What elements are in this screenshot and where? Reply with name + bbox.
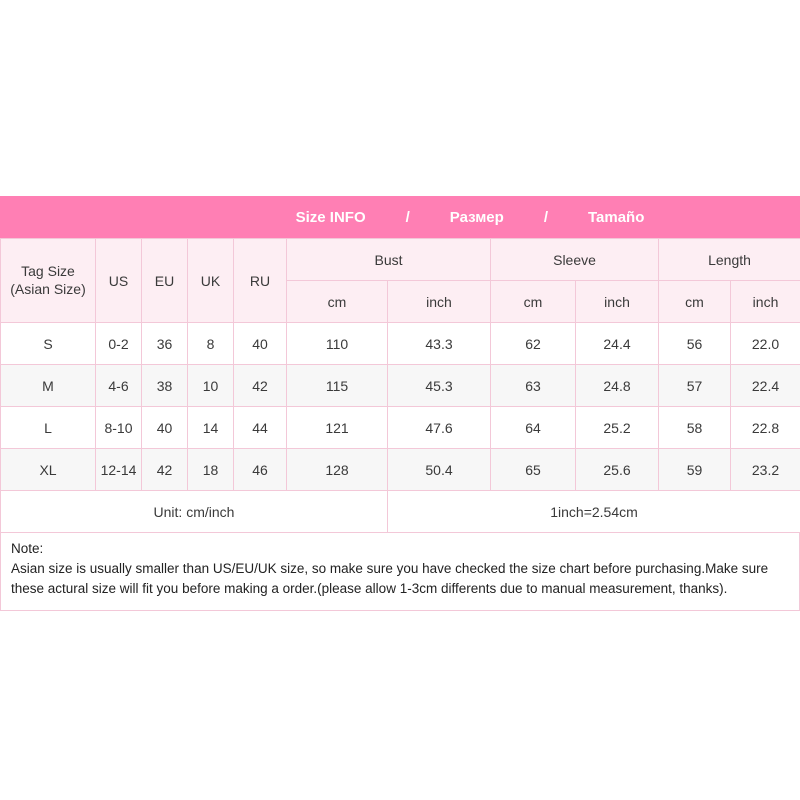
title-razmer: Размер bbox=[449, 208, 504, 226]
cell-bust-inch: 45.3 bbox=[388, 365, 491, 407]
title-separator-2: / bbox=[543, 208, 548, 226]
header-uk: UK bbox=[188, 239, 234, 323]
cell-ru: 42 bbox=[234, 365, 287, 407]
cell-sleeve-cm: 62 bbox=[491, 323, 576, 365]
cell-tag-size: S bbox=[1, 323, 96, 365]
title-separator-1: / bbox=[405, 208, 410, 226]
unit-label: Unit: cm/inch bbox=[1, 491, 388, 533]
chart-title-band bbox=[0, 196, 800, 238]
cell-uk: 18 bbox=[188, 449, 234, 491]
cell-bust-inch: 50.4 bbox=[388, 449, 491, 491]
size-table bbox=[0, 238, 800, 533]
tag-size-line2: (Asian Size) bbox=[10, 280, 86, 297]
cell-uk: 8 bbox=[188, 323, 234, 365]
cell-us: 8-10 bbox=[96, 407, 142, 449]
header-sleeve: Sleeve bbox=[491, 239, 659, 281]
cell-length-cm: 57 bbox=[659, 365, 731, 407]
cell-bust-cm: 110 bbox=[287, 323, 388, 365]
cell-length-inch: 22.0 bbox=[731, 323, 800, 365]
title-tamano: Tamaño bbox=[587, 208, 645, 226]
cell-sleeve-cm: 65 bbox=[491, 449, 576, 491]
cell-sleeve-cm: 63 bbox=[491, 365, 576, 407]
header-bust-cm: cm bbox=[287, 281, 388, 323]
header-bust: Bust bbox=[287, 239, 491, 281]
cell-length-cm: 58 bbox=[659, 407, 731, 449]
cell-tag-size: L bbox=[1, 407, 96, 449]
cell-sleeve-inch: 24.8 bbox=[576, 365, 659, 407]
table-header-row-groups bbox=[1, 239, 800, 281]
cell-sleeve-inch: 24.4 bbox=[576, 323, 659, 365]
cell-ru: 46 bbox=[234, 449, 287, 491]
header-sleeve-inch: inch bbox=[576, 281, 659, 323]
header-eu: EU bbox=[142, 239, 188, 323]
cell-uk: 10 bbox=[188, 365, 234, 407]
cell-bust-inch: 43.3 bbox=[388, 323, 491, 365]
cell-tag-size: M bbox=[1, 365, 96, 407]
cell-sleeve-inch: 25.6 bbox=[576, 449, 659, 491]
cell-eu: 42 bbox=[142, 449, 188, 491]
cell-us: 12-14 bbox=[96, 449, 142, 491]
cell-us: 4-6 bbox=[96, 365, 142, 407]
cell-bust-cm: 128 bbox=[287, 449, 388, 491]
table-row bbox=[1, 449, 800, 491]
cell-us: 0-2 bbox=[96, 323, 142, 365]
cell-tag-size: XL bbox=[1, 449, 96, 491]
cell-length-cm: 59 bbox=[659, 449, 731, 491]
table-footer-row bbox=[1, 491, 800, 533]
header-length: Length bbox=[659, 239, 800, 281]
cell-uk: 14 bbox=[188, 407, 234, 449]
header-length-inch: inch bbox=[731, 281, 800, 323]
tag-size-line1: Tag Size bbox=[21, 263, 75, 279]
cell-length-cm: 56 bbox=[659, 323, 731, 365]
cell-sleeve-inch: 25.2 bbox=[576, 407, 659, 449]
note-box bbox=[0, 533, 800, 611]
cell-eu: 40 bbox=[142, 407, 188, 449]
cell-eu: 38 bbox=[142, 365, 188, 407]
table-row bbox=[1, 323, 800, 365]
header-sleeve-cm: cm bbox=[491, 281, 576, 323]
cell-length-inch: 22.8 bbox=[731, 407, 800, 449]
cell-ru: 44 bbox=[234, 407, 287, 449]
conversion-label: 1inch=2.54cm bbox=[388, 491, 800, 533]
note-text: Asian size is usually smaller than US/EU/UK size, so make sure you have checked the size chart before purchasing.Make sure these actural size will fit you before making a order.(please allow 1-3cm differents due to manual measurement, thanks). bbox=[11, 561, 769, 596]
table-row bbox=[1, 407, 800, 449]
title-size-info: Size INFO bbox=[295, 208, 366, 226]
header-bust-inch: inch bbox=[388, 281, 491, 323]
table-row bbox=[1, 365, 800, 407]
header-us: US bbox=[96, 239, 142, 323]
cell-sleeve-cm: 64 bbox=[491, 407, 576, 449]
cell-eu: 36 bbox=[142, 323, 188, 365]
cell-bust-cm: 121 bbox=[287, 407, 388, 449]
note-title: Note: bbox=[11, 541, 44, 556]
cell-length-inch: 23.2 bbox=[731, 449, 800, 491]
header-tag-size bbox=[1, 239, 96, 323]
cell-bust-cm: 115 bbox=[287, 365, 388, 407]
cell-ru: 40 bbox=[234, 323, 287, 365]
size-chart bbox=[0, 196, 800, 611]
cell-bust-inch: 47.6 bbox=[388, 407, 491, 449]
header-length-cm: cm bbox=[659, 281, 731, 323]
header-ru: RU bbox=[234, 239, 287, 323]
cell-length-inch: 22.4 bbox=[731, 365, 800, 407]
